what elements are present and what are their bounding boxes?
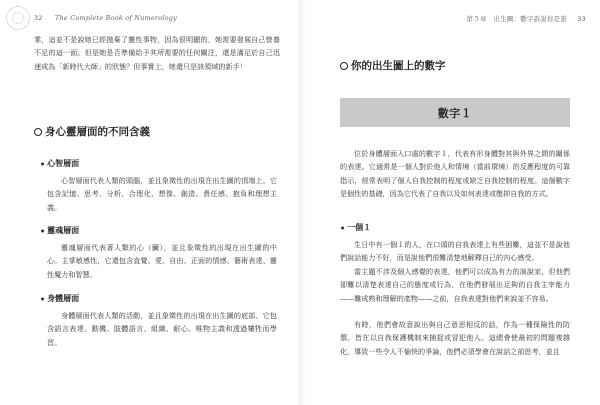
left-page-header [34, 14, 177, 22]
right-page-number: 33 [577, 15, 586, 23]
chapter-title: 第５章 出生圖：數字訴說你是誰 [466, 15, 568, 23]
decorative-ornament-icon [6, 6, 30, 30]
left-page-number: 32 [34, 14, 43, 22]
bullet-dot-icon: • [40, 158, 46, 169]
left-book-title: The Complete Book of Numerology [54, 14, 177, 22]
subsection-title-text: 一個１ [347, 222, 372, 232]
subsection-title-text: 心智層面 [47, 158, 80, 168]
subsection-title-mind [40, 158, 79, 169]
bullet-dot-icon: • [340, 222, 346, 233]
number-intro-paragraph: 位於身體層面入口處的數字１，代表有形身體對其與外界之間的關係的表達。它通常是一個人對於他人和情境（當前環境）的反應程度的可靠指示，經常表明了個人自我控制的程度或缺乏自我控制的程度。這個數字是個性的基礎，因為它代表了自我以及如何表達或壓抑自我的方式。 [340, 149, 570, 199]
body-paragraph-3: 有時，他們會故意說出與自己意思相反的話，作為一種保險性的防禦。皆在以自我保護機制來捕捉或冒犯他人。這總會使最初的問題複雜化，導致一些令人不愉快的爭論，他們必須學會在說話之前思考，並且 [340, 320, 570, 356]
subsection-body-soul: 靈魂層面代表著人類的心（臟），並且象徵性的出現在出生圖的中心。主掌敏感性，它還包含直覺、愛、自由、正面的情感、藝術表達、靈性魔力和智慧。 [47, 243, 277, 279]
subsection-title-text: 靈魂層面 [47, 225, 80, 235]
right-page-header [467, 14, 586, 23]
number-heading-text: 數字１ [437, 106, 473, 120]
section-title-text: 身心靈層面的不同含義 [45, 126, 150, 138]
continuation-paragraph: 業，這並不是說她已經拋棄了靈性事物，因為很明顯的，她需要發展自己營養不足的這一面。但是她是否準備給予其所需要的任何關注，還是滿足於自己迅速成為「新時代大師」的狀態？但事實上，她還只是該領域的新手！ [34, 35, 280, 71]
bullet-dot-icon: • [40, 293, 46, 304]
bullet-dot-icon: • [40, 225, 46, 236]
body-paragraph-1: 生日中有一個１的人，在口頭的自我表達上有些困難，這並不是說他們說話能力不好，而是說他們很難清楚地解釋自己的內心感受。 [340, 240, 570, 263]
section-title-levels [34, 124, 150, 139]
subsection-title-one [340, 222, 371, 233]
circle-bullet-icon [34, 128, 42, 136]
circle-bullet-icon [340, 62, 348, 70]
subsection-title-soul [40, 225, 79, 236]
section-title-text: 你的出生圖上的數字 [351, 60, 446, 72]
body-paragraph-2: 當主題不涉及個人感覺的表達，他們可以成為有力的演說家，但他們卻難以清楚表達自己的態度或行為，在他們發展出足夠的自我主宰能力——難成熟和理解的產物——之前，自我表達對他們來說並不容易。 [340, 267, 570, 303]
number-heading-box [340, 98, 570, 127]
subsection-title-text: 身體層面 [47, 293, 80, 303]
subsection-body-mind: 心智層面代表人類的頭腦，並且象徵性的出現在出生圖的頂端上。它包含記憶、思考、分析、合理化、想像、創造、責任感、抱負和理想主義。 [47, 176, 277, 212]
subsection-body-physical: 身體層面代表人類的活動，並且象徵性的出現在出生圖的底部。它包含語言表達、動機、肢體語言、組織、耐心、唯物主義和透過犧牲而學習。 [47, 311, 277, 347]
subsection-title-body [40, 293, 79, 304]
left-page [0, 0, 298, 405]
section-title-numbers [340, 58, 446, 73]
